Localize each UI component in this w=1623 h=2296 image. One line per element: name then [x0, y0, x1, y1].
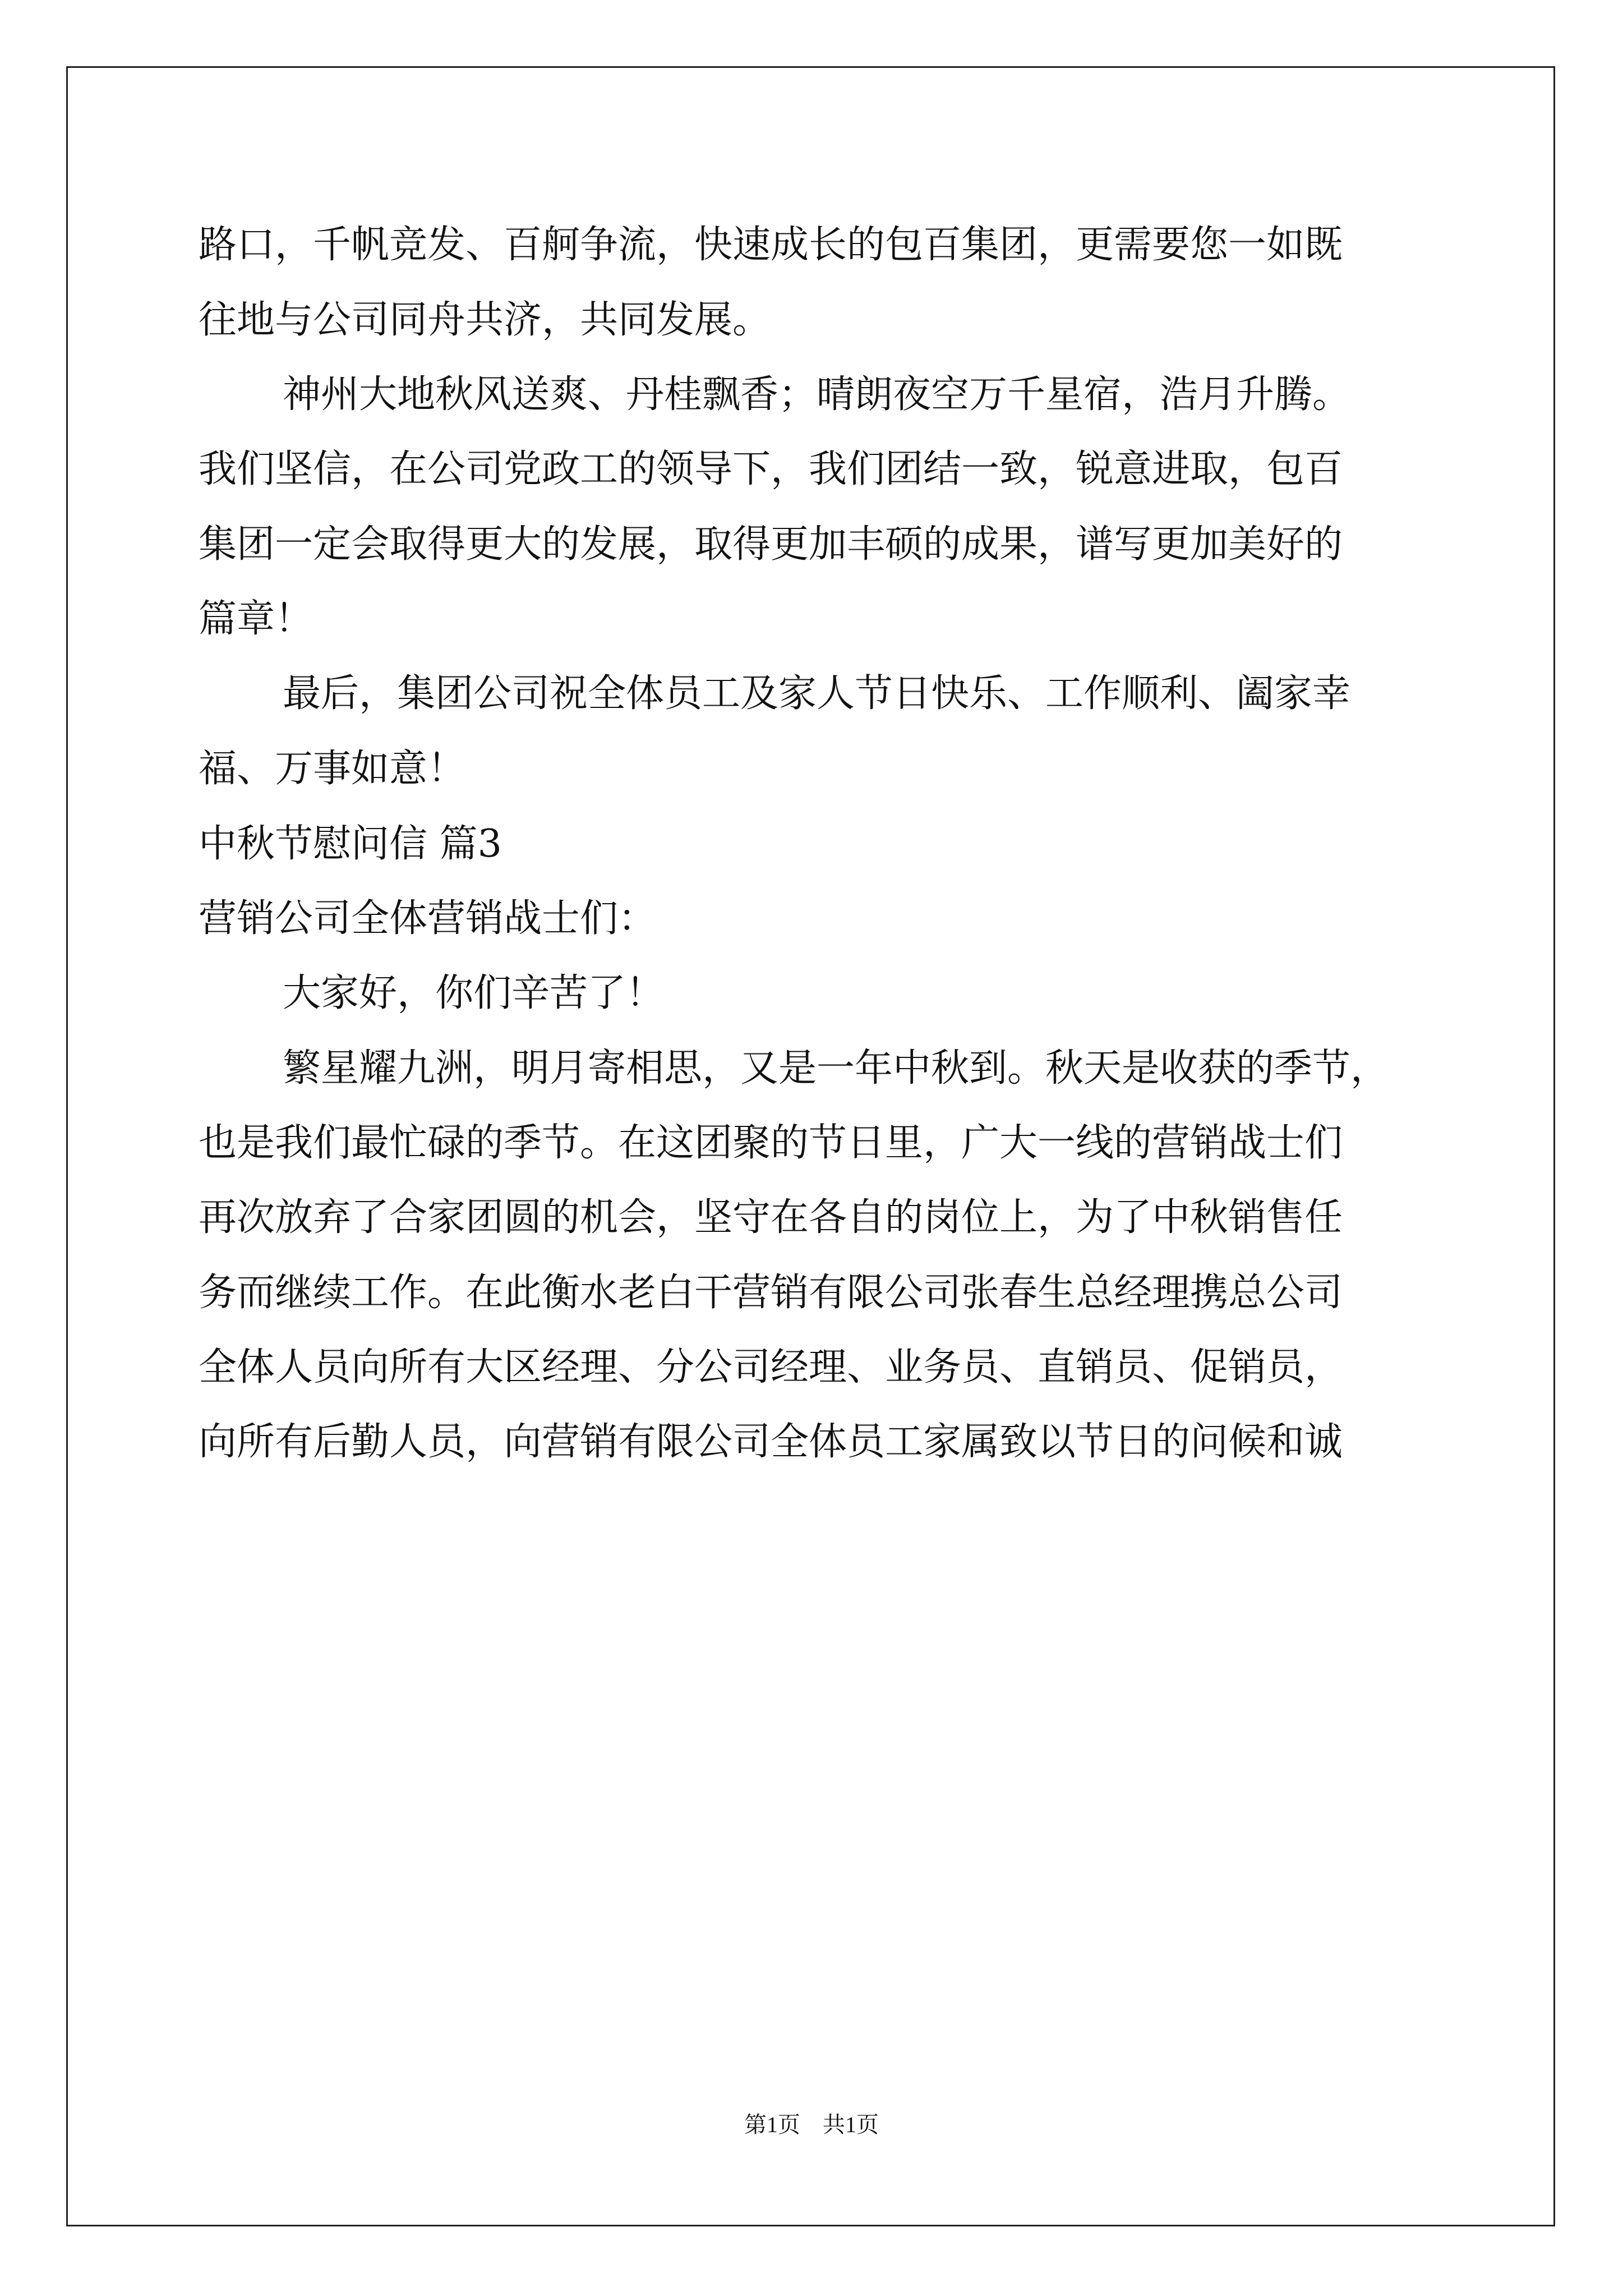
body-line-3: 神州大地秋风送爽、丹桂飘香；晴朗夜空万千星宿，浩月升腾。 [283, 372, 1351, 417]
body-line-4: 我们坚信，在公司党政工的领导下，我们团结一致，锐意进取，包百 [199, 447, 1343, 491]
body-line-17: 向所有后勤人员，向营销有限公司全体员工家属致以节日的问候和诚 [199, 1420, 1343, 1464]
body-line-6: 篇章！ [199, 597, 313, 641]
body-line-5: 集团一定会取得更大的发展，取得更加丰硕的成果，谱写更加美好的 [199, 522, 1343, 567]
greeting-line: 大家好，你们辛苦了！ [283, 971, 665, 1015]
body-line-16: 全体人员向所有大区经理、分公司经理、业务员、直销员、促销员， [199, 1345, 1343, 1389]
page-footer: 第1页 共1页 [744, 2112, 879, 2137]
salutation: 营销公司全体营销战士们： [199, 896, 657, 941]
body-line-8: 福、万事如意！ [199, 747, 466, 791]
body-line-13: 也是我们最忙碌的季节。在这团聚的节日里，广大一线的营销战士们 [199, 1121, 1343, 1165]
section-heading: 中秋节慰问信 篇3 [199, 822, 502, 866]
body-line-15: 务而继续工作。在此衡水老白干营销有限公司张春生总经理携总公司 [199, 1271, 1343, 1315]
body-line-1: 路口，千帆竞发、百舸争流，快速成长的包百集团，更需要您一如既 [199, 223, 1343, 267]
body-line-14: 再次放弃了合家团圆的机会，坚守在各自的岗位上，为了中秋销售任 [199, 1195, 1343, 1240]
body-line-2: 往地与公司同舟共济，共同发展。 [199, 298, 771, 342]
body-line-12: 繁星耀九洲，明月寄相思，又是一年中秋到。秋天是收获的季节， [283, 1046, 1389, 1091]
body-line-7: 最后，集团公司祝全体员工及家人节日快乐、工作顺利、阖家幸 [283, 671, 1351, 716]
